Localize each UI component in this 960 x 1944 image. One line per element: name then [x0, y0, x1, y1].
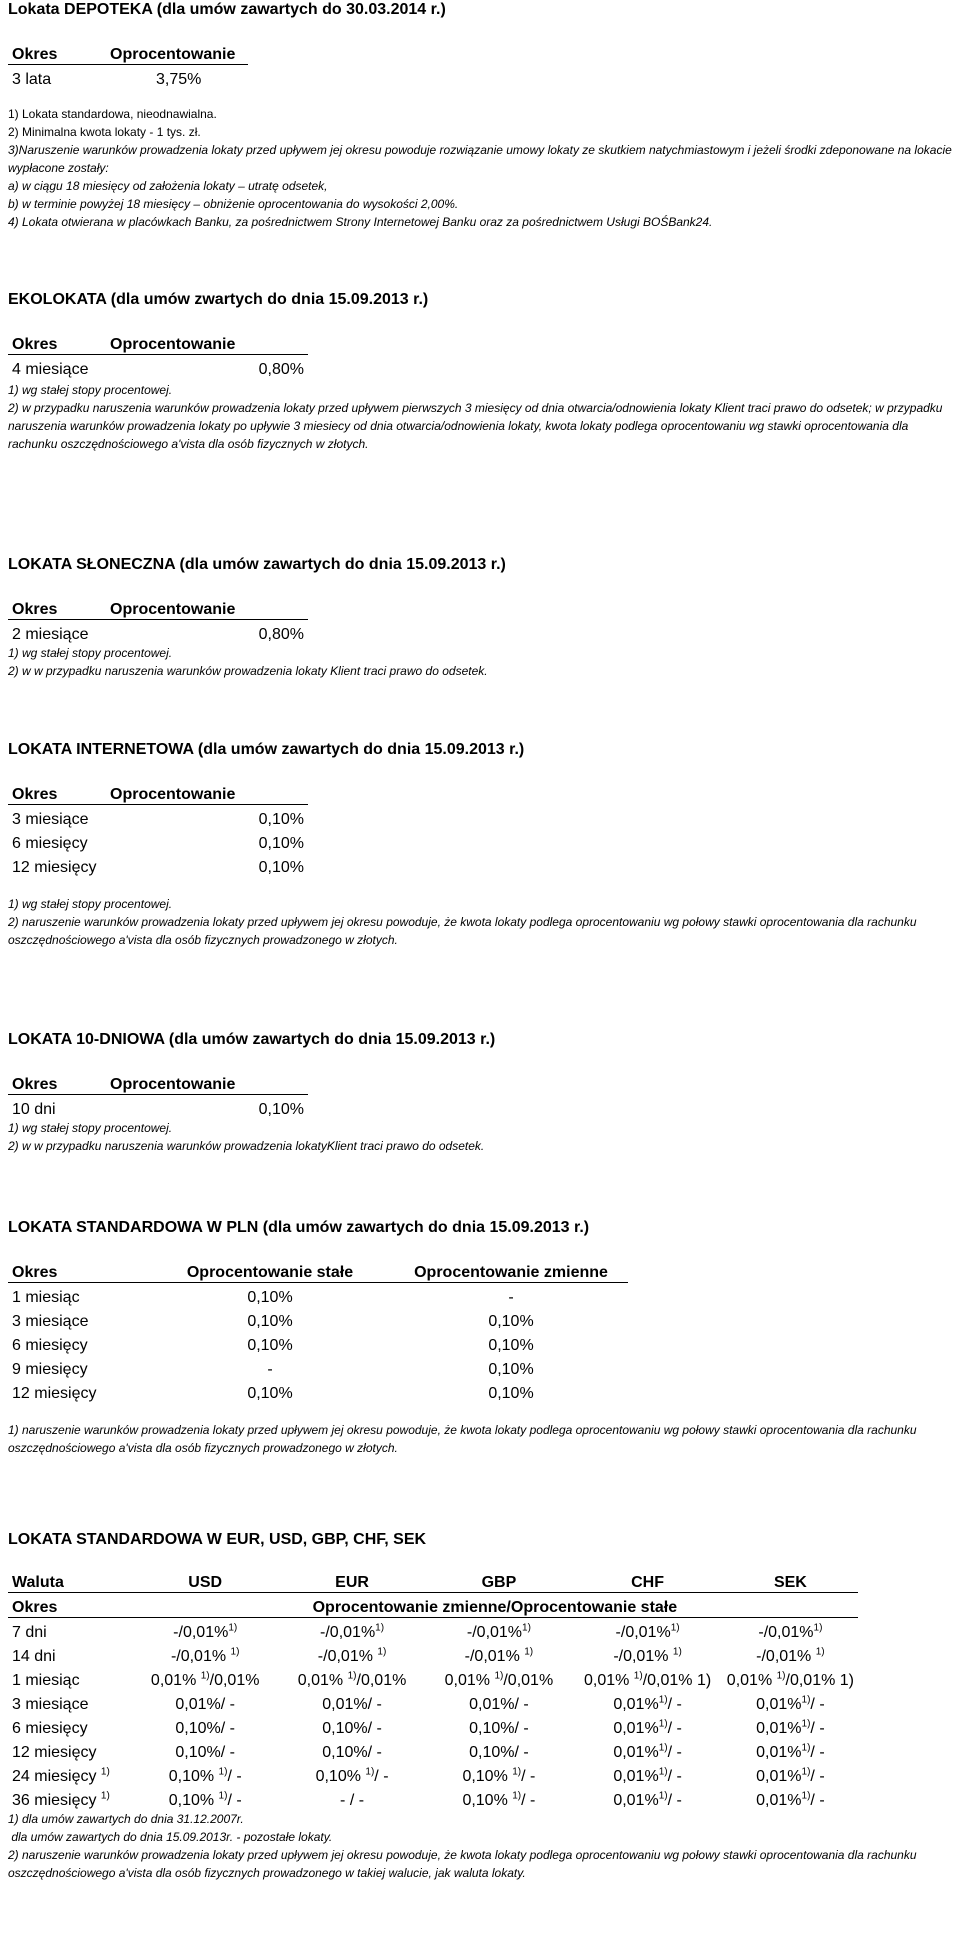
currency-header: USD	[132, 1568, 279, 1593]
footnote-marker: 1)	[524, 1646, 534, 1658]
footnote-marker: 1)	[230, 1646, 240, 1658]
section-depoteka	[8, 0, 953, 231]
rate-cell	[132, 1666, 279, 1690]
rate-value: -/0,01%	[466, 1624, 523, 1641]
fixed-rate-cell: 0,10%	[247, 1313, 293, 1330]
fixed-rate-cell: 0,10%	[247, 1385, 293, 1402]
rate-value: -/0,01%	[173, 1624, 229, 1641]
rate-cell	[572, 1738, 722, 1762]
rate-cell	[425, 1738, 572, 1762]
footnote-marker: 1)	[218, 1790, 228, 1802]
rate-cell: 0,10%	[258, 811, 304, 828]
footnote-marker: 1)	[375, 1622, 385, 1634]
footnote: 2) w w przypadku naruszenia warunków prowadzenia lokaty Klient traci prawo do odsetek.	[8, 664, 488, 678]
currency-header: CHF	[572, 1568, 722, 1593]
rate-cell	[425, 1762, 572, 1786]
rate-cell	[723, 1738, 858, 1762]
table-row	[8, 1095, 308, 1120]
rate-cell	[279, 1786, 426, 1810]
rate-value: -/0,01%	[170, 1648, 231, 1665]
rate-cell	[425, 1642, 572, 1666]
rate-value-suffix: / -	[810, 1768, 825, 1785]
period-label: 12 miesięcy	[12, 1744, 97, 1761]
footnote-marker: 1)	[801, 1742, 811, 1754]
rate-cell	[723, 1690, 858, 1714]
section-title: LOKATA STANDARDOWA W PLN (dla umów zawartych do dnia 15.09.2013 r.)	[8, 1219, 590, 1236]
rate-table	[8, 330, 308, 379]
rate-value: 0,01%	[444, 1672, 495, 1689]
period-cell: 3 miesiące	[12, 1313, 89, 1330]
rate-table	[8, 1070, 308, 1119]
rate-value-suffix: / -	[810, 1792, 825, 1809]
section-internetowa	[8, 740, 953, 949]
column-header-rate: Oprocentowanie zmienne/Oprocentowanie stałe	[132, 1593, 858, 1618]
period-label: 3 miesiące	[12, 1696, 89, 1713]
footnote-marker: 1)	[200, 1670, 210, 1682]
rate-value: 0,01%	[613, 1720, 659, 1737]
section-10-dniowa	[8, 1030, 953, 1155]
period-cell	[8, 1714, 132, 1738]
rate-value-suffix: /0,01% 1)	[785, 1672, 854, 1689]
rate-value-suffix: / -	[521, 1792, 536, 1809]
period-cell: 2 miesiące	[12, 626, 89, 643]
period-cell: 9 miesięcy	[12, 1361, 88, 1378]
table-row	[8, 355, 308, 380]
rate-value: 0,01%	[613, 1792, 659, 1809]
rate-cell	[279, 1738, 426, 1762]
rate-value-suffix: /0,01% 1)	[642, 1672, 712, 1689]
rate-cell	[425, 1666, 572, 1690]
table-row	[8, 1283, 628, 1308]
period-cell	[8, 1642, 132, 1666]
rate-value: 0,10%	[462, 1792, 513, 1809]
table-row	[8, 1666, 858, 1690]
rate-value: 0,01%	[613, 1696, 659, 1713]
rate-cell	[425, 1786, 572, 1810]
column-header: Okres	[8, 330, 106, 355]
rate-value-suffix: /0,01%	[503, 1672, 554, 1689]
rate-value: 0,01%	[583, 1672, 634, 1689]
table-row	[8, 1642, 858, 1666]
variable-rate-cell: 0,10%	[488, 1361, 534, 1378]
rate-cell	[572, 1690, 722, 1714]
rate-value-suffix: / -	[374, 1768, 389, 1785]
period-cell	[8, 1618, 132, 1643]
period-cell: 10 dni	[12, 1101, 56, 1118]
rate-cell	[723, 1762, 858, 1786]
column-header: Oprocentowanie	[106, 780, 308, 805]
footnote-marker: 1)	[813, 1622, 823, 1634]
period-cell: 1 miesiąc	[12, 1289, 80, 1306]
fixed-rate-cell: 0,10%	[247, 1289, 293, 1306]
column-header: Oprocentowanie	[106, 330, 308, 355]
table-row	[8, 65, 248, 90]
rate-cell	[723, 1618, 858, 1643]
footnote-marker: 1)	[100, 1790, 110, 1802]
footnote: 1) Lokata standardowa, nieodnawialna.	[8, 107, 217, 121]
currency-header: GBP	[425, 1568, 572, 1593]
rate-value-suffix: / -	[810, 1696, 825, 1713]
footnote: 1) wg stałej stopy procentowej.	[8, 897, 173, 911]
rate-value: 0,01%	[756, 1696, 802, 1713]
footnote-marker: 1)	[672, 1646, 682, 1658]
footnote-marker: 1)	[218, 1766, 228, 1778]
rate-cell	[572, 1642, 722, 1666]
period-label: 1 miesiąc	[12, 1672, 80, 1689]
footnote-marker: 1)	[801, 1694, 811, 1706]
column-header: Okres	[8, 1070, 106, 1095]
rate-value: -/0,01%	[756, 1648, 816, 1665]
rate-value: 0,01%	[756, 1720, 802, 1737]
section-title: LOKATA INTERNETOWA (dla umów zawartych do dnia 15.09.2013 r.)	[8, 741, 525, 758]
column-header: Okres	[8, 40, 106, 65]
rate-value-suffix: / -	[667, 1720, 682, 1737]
rate-value: 0,01%	[297, 1672, 348, 1689]
rate-table	[8, 780, 308, 877]
footnote: 2) w przypadku naruszenia warunków prowadzenia lokaty przed upływem pierwszych 3 miesięcy od dnia otwarcia/odnowienia lokaty Klient traci prawo do odsetek; w przypadku naruszenia warunków prowadzenia lokaty po upływie 3 miesiecy od dnia otwarcia/odnowienia lokaty, kwota lokaty podlega oprocentowaniu wg stawki oprocentowania dla rachunku oszczędnościowego a'vista dla osób fizycznych w złotych.	[8, 401, 943, 451]
rate-cell	[132, 1618, 279, 1643]
rate-cell	[572, 1666, 722, 1690]
column-header: Oprocentowanie	[106, 1070, 308, 1095]
footnote-marker: 1)	[633, 1670, 643, 1682]
column-header: Okres	[8, 595, 106, 620]
rate-cell	[572, 1786, 722, 1810]
rate-value: 0,01%	[613, 1768, 659, 1785]
section-standard-pln	[8, 1218, 953, 1457]
section-title: Lokata DEPOTEKA (dla umów zawartych do 30.03.2014 r.)	[8, 1, 446, 18]
rate-cell	[279, 1714, 426, 1738]
rate-cell	[572, 1714, 722, 1738]
period-cell: 3 miesiące	[12, 811, 89, 828]
footnote-marker: 1)	[512, 1790, 522, 1802]
rate-cell	[132, 1738, 279, 1762]
rate-value: 0,01%	[756, 1768, 802, 1785]
rate-cell: 0,10%	[258, 1101, 304, 1118]
currency-header: EUR	[279, 1568, 426, 1593]
footnote: dla umów zawartych do dnia 15.09.2013r. - pozostałe lokaty.	[8, 1830, 333, 1844]
footnote: 1) naruszenie warunków prowadzenia lokaty przed upływem jej okresu powoduje, że kwota lokaty podlega oprocentowaniu wg połowy stawki oprocentowania dla rachunku oszczędnościowego a'vista dla osób fizycznych prowadzonego w złotych.	[8, 1423, 917, 1455]
rate-cell	[723, 1642, 858, 1666]
rate-cell	[132, 1690, 279, 1714]
rate-value-suffix: / -	[667, 1696, 682, 1713]
rate-value: 0,10%	[168, 1768, 219, 1785]
rate-cell	[279, 1618, 426, 1643]
rate-value: 0,10%/ -	[469, 1720, 529, 1737]
footnote: 2) w w przypadku naruszenia warunków prowadzenia lokatyKlient traci prawo do odsetek.	[8, 1139, 485, 1153]
section-sloneczna	[8, 555, 953, 680]
rate-value: 0,10%/ -	[175, 1744, 235, 1761]
rate-cell: 0,80%	[258, 361, 304, 378]
column-header: Oprocentowanie zmienne	[394, 1258, 628, 1283]
footnote-marker: 1)	[100, 1766, 110, 1778]
table-row	[8, 1738, 858, 1762]
footnote-marker: 1)	[228, 1622, 238, 1634]
rate-value-suffix: / -	[667, 1792, 682, 1809]
rate-cell	[132, 1762, 279, 1786]
rate-cell	[425, 1690, 572, 1714]
footnote-marker: 1)	[658, 1694, 668, 1706]
rate-value: 0,10%/ -	[322, 1744, 382, 1761]
footnote: 4) Lokata otwierana w placówkach Banku, za pośrednictwem Strony Internetowej Banku oraz za pośrednictwem Usługi BOŚBank24.	[8, 215, 713, 229]
rate-value: -/0,01%	[464, 1648, 525, 1665]
column-header-period: Okres	[8, 1593, 132, 1618]
rate-value: 0,01%	[756, 1792, 802, 1809]
rate-value: 0,01%/ -	[322, 1696, 382, 1713]
table-row	[8, 1355, 628, 1379]
rate-cell	[425, 1618, 572, 1643]
period-label: 7 dni	[12, 1624, 47, 1641]
rate-cell	[279, 1690, 426, 1714]
footnote-marker: 1)	[347, 1670, 357, 1682]
column-header: Oprocentowanie	[106, 595, 308, 620]
column-header-currency: Waluta	[8, 1568, 132, 1593]
rate-value: - / -	[340, 1792, 365, 1809]
rate-cell	[723, 1714, 858, 1738]
rate-value-suffix: /0,01%	[356, 1672, 407, 1689]
rate-value-suffix: / -	[810, 1720, 825, 1737]
variable-rate-cell: 0,10%	[488, 1313, 534, 1330]
variable-rate-cell: -	[508, 1289, 514, 1306]
footnote: 2) naruszenie warunków prowadzenia lokaty przed upływem jej okresu powoduje, że kwota lokaty podlega oprocentowaniu wg połowy stawki oprocentowania dla rachunku oszczędnościowego a'vista dla osób fizycznych prowadzonego w złotych.	[8, 915, 917, 947]
table-row	[8, 1379, 628, 1403]
footnote-marker: 1)	[658, 1742, 668, 1754]
period-label: 6 miesięcy	[12, 1720, 88, 1737]
currency-header: SEK	[723, 1568, 858, 1593]
table-row	[8, 805, 308, 830]
rate-value-suffix: / -	[227, 1768, 242, 1785]
rate-value: 0,10%/ -	[322, 1720, 382, 1737]
rate-value-suffix: / -	[667, 1768, 682, 1785]
rate-value-suffix: / -	[667, 1744, 682, 1761]
table-row	[8, 1331, 628, 1355]
rate-value: 0,10%/ -	[469, 1744, 529, 1761]
rate-cell: 3,75%	[156, 71, 202, 88]
rate-cell	[279, 1666, 426, 1690]
table-row	[8, 853, 308, 877]
rate-value: 0,10%	[462, 1768, 513, 1785]
rate-value-suffix: / -	[521, 1768, 536, 1785]
rate-cell	[723, 1786, 858, 1810]
fixed-rate-cell: -	[267, 1361, 273, 1378]
rate-table	[8, 40, 248, 89]
rate-cell	[572, 1762, 722, 1786]
table-row	[8, 1714, 858, 1738]
footnote-marker: 1)	[658, 1790, 668, 1802]
period-cell	[8, 1738, 132, 1762]
period-cell	[8, 1786, 132, 1810]
table-row	[8, 1307, 628, 1331]
rate-value-suffix: / -	[227, 1792, 242, 1809]
section-title: EKOLOKATA (dla umów zwartych do dnia 15.09.2013 r.)	[8, 291, 429, 308]
section-title: LOKATA SŁONECZNA (dla umów zawartych do dnia 15.09.2013 r.)	[8, 556, 506, 573]
fixed-rate-cell: 0,10%	[247, 1337, 293, 1354]
footnote: 2) Minimalna kwota lokaty - 1 tys. zł.	[8, 125, 201, 139]
section-ekolokata	[8, 290, 953, 453]
rate-cell	[572, 1618, 722, 1643]
section-standard-fx	[8, 1530, 953, 1882]
rate-value: 0,01%	[726, 1672, 777, 1689]
footnote-marker: 1)	[801, 1790, 811, 1802]
rate-value: 0,01%	[756, 1744, 802, 1761]
period-label: 36 miesięcy	[12, 1792, 101, 1809]
footnote: 1) wg stałej stopy procentowej.	[8, 1121, 173, 1135]
rate-cell	[279, 1762, 426, 1786]
rate-value-suffix: / -	[810, 1744, 825, 1761]
footnote-marker: 1)	[776, 1670, 786, 1682]
footnote-marker: 1)	[658, 1718, 668, 1730]
footnote-marker: 1)	[512, 1766, 522, 1778]
footnote: 1) wg stałej stopy procentowej.	[8, 383, 173, 397]
rate-value: -/0,01%	[317, 1648, 378, 1665]
table-row	[8, 1690, 858, 1714]
table-row	[8, 1786, 858, 1810]
variable-rate-cell: 0,10%	[488, 1337, 534, 1354]
period-label: 24 miesięcy	[12, 1768, 101, 1785]
table-row	[8, 1618, 858, 1643]
footnote-marker: 1)	[801, 1766, 811, 1778]
rate-cell: 0,80%	[258, 626, 304, 643]
rate-cell	[425, 1714, 572, 1738]
section-title: LOKATA 10-DNIOWA (dla umów zawartych do dnia 15.09.2013 r.)	[8, 1031, 496, 1048]
rate-value: 0,01%	[150, 1672, 201, 1689]
rate-table	[8, 595, 308, 644]
rate-value: 0,01%/ -	[469, 1696, 529, 1713]
footnote-marker: 1)	[658, 1766, 668, 1778]
rate-value: -/0,01%	[320, 1624, 376, 1641]
column-header: Oprocentowanie stałe	[146, 1258, 394, 1283]
footnote-marker: 1)	[801, 1718, 811, 1730]
period-label: 14 dni	[12, 1648, 56, 1665]
period-cell: 12 miesięcy	[12, 859, 97, 876]
footnote: 1) wg stałej stopy procentowej.	[8, 646, 173, 660]
table-row	[8, 829, 308, 853]
rate-cell	[279, 1642, 426, 1666]
period-cell: 6 miesięcy	[12, 835, 88, 852]
fx-rate-table	[8, 1568, 858, 1810]
footnote-marker: 1)	[670, 1622, 680, 1634]
period-cell: 3 lata	[12, 71, 52, 88]
period-cell: 6 miesięcy	[12, 1337, 88, 1354]
rate-table	[8, 1258, 628, 1403]
rate-cell: 0,10%	[258, 835, 304, 852]
period-cell: 12 miesięcy	[12, 1385, 97, 1402]
rate-value: 0,10%	[168, 1792, 219, 1809]
footnote-marker: 1)	[522, 1622, 531, 1634]
variable-rate-cell: 0,10%	[488, 1385, 534, 1402]
footnote-marker: 1)	[377, 1646, 387, 1658]
footnote: 1) dla umów zawartych do dnia 31.12.2007r.	[8, 1812, 244, 1826]
rate-value: 0,01%	[613, 1744, 659, 1761]
rate-cell	[132, 1714, 279, 1738]
rate-cell: 0,10%	[258, 859, 304, 876]
rate-cell	[723, 1666, 858, 1690]
rate-value-suffix: /0,01%	[209, 1672, 260, 1689]
table-row	[8, 620, 308, 645]
footnote-marker: 1)	[815, 1646, 825, 1658]
period-cell	[8, 1690, 132, 1714]
table-row	[8, 1762, 858, 1786]
rate-cell	[132, 1642, 279, 1666]
period-cell	[8, 1762, 132, 1786]
footnote: b) w terminie powyżej 18 miesięcy – obniżenie oprocentowania do wysokości 2,00%.	[8, 197, 459, 211]
column-header: Okres	[8, 1258, 146, 1283]
rate-value: -/0,01%	[613, 1648, 673, 1665]
period-cell: 4 miesiące	[12, 361, 89, 378]
rate-value: -/0,01%	[615, 1624, 671, 1641]
period-cell	[8, 1666, 132, 1690]
column-header: Okres	[8, 780, 106, 805]
column-header: Oprocentowanie	[106, 40, 248, 65]
rate-cell	[132, 1786, 279, 1810]
section-title: LOKATA STANDARDOWA W EUR, USD, GBP, CHF, SEK	[8, 1531, 427, 1548]
footnote: 3)Naruszenie warunków prowadzenia lokaty przed upływem jej okresu powoduje rozwiązanie umowy lokaty ze skutkiem natychmiastowym i jeżeli środki zdeponowane na lokacie wypłacone zostały:	[8, 143, 952, 175]
footnote-marker: 1)	[494, 1670, 504, 1682]
footnote: 2) naruszenie warunków prowadzenia lokaty przed upływem jej okresu powoduje, że kwota lokaty podlega oprocentowaniu wg połowy stawki oprocentowania dla rachunku oszczędnościowego a'vista dla osób fizycznych prowadzonego w takiej walucie, jak waluta lokaty.	[8, 1848, 917, 1880]
rate-value: 0,10%/ -	[175, 1720, 235, 1737]
rate-value: 0,10%	[315, 1768, 366, 1785]
rate-value: -/0,01%	[758, 1624, 814, 1641]
footnote: a) w ciągu 18 miesięcy od założenia lokaty – utratę odsetek,	[8, 179, 328, 193]
rate-value: 0,01%/ -	[175, 1696, 235, 1713]
footnote-marker: 1)	[365, 1766, 375, 1778]
